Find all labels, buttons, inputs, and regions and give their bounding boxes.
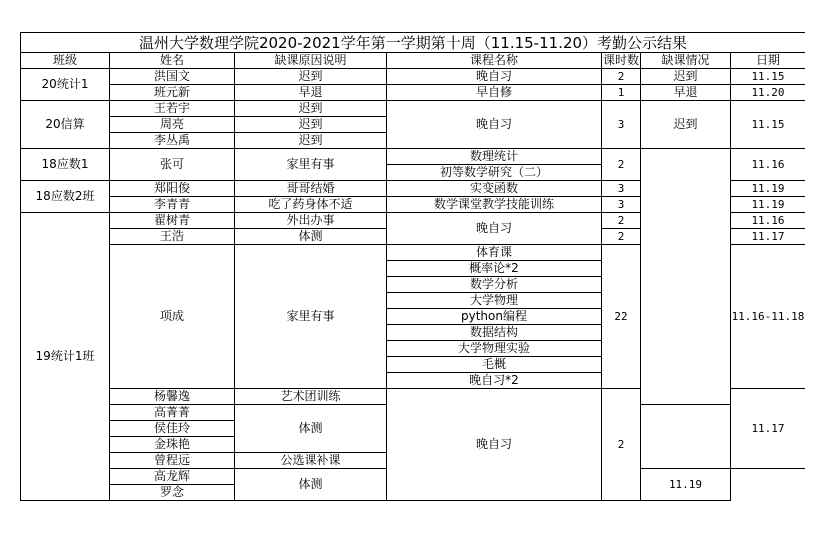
name-cell: 周亮 <box>110 117 235 133</box>
reason-cell: 迟到 <box>235 101 387 117</box>
hours-cell: 3 <box>602 181 641 197</box>
hours-cell: 2 <box>602 69 641 85</box>
name-cell: 金珠艳 <box>110 437 235 453</box>
name-cell: 李青青 <box>110 197 235 213</box>
attendance-table <box>20 32 805 501</box>
course-cell: 毛概 <box>387 357 602 373</box>
course-cell: 数学课堂教学技能训练 <box>387 197 602 213</box>
table-row <box>21 69 806 85</box>
name-cell: 高龙辉 <box>110 469 235 485</box>
class-cell: 18应数2班 <box>21 181 110 213</box>
course-cell: 实变函数 <box>387 181 602 197</box>
reason-cell: 吃了药身体不适 <box>235 197 387 213</box>
header-class: 班级 <box>21 53 110 69</box>
course-cell: 晚自习 <box>387 69 602 85</box>
course-cell: 晚自习 <box>387 389 602 501</box>
header-reason: 缺课原因说明 <box>235 53 387 69</box>
name-cell: 高菁菁 <box>110 405 235 421</box>
name-cell: 王若宇 <box>110 101 235 117</box>
date-cell: 11.16 <box>731 213 806 229</box>
name-cell: 李丛禹 <box>110 133 235 149</box>
header-row <box>21 53 806 69</box>
course-cell: 概率论*2 <box>387 261 602 277</box>
reason-cell: 早退 <box>235 85 387 101</box>
reason-cell: 迟到 <box>235 117 387 133</box>
name-cell: 郑阳俊 <box>110 181 235 197</box>
date-cell: 11.17 <box>731 389 806 469</box>
hours-cell: 22 <box>602 245 641 389</box>
header-name: 姓名 <box>110 53 235 69</box>
date-cell: 11.19 <box>641 469 731 501</box>
date-cell: 11.16-11.18 <box>731 245 806 389</box>
class-cell: 20信算 <box>21 101 110 149</box>
table-title: 温州大学数理学院2020-2021学年第一学期第十周（11.15-11.20）考勤公示结果 <box>21 33 806 53</box>
course-cell: 晚自习*2 <box>387 373 602 389</box>
hours-cell: 2 <box>602 389 641 501</box>
class-cell: 20统计1 <box>21 69 110 101</box>
name-cell: 项成 <box>110 245 235 389</box>
reason-cell: 迟到 <box>235 133 387 149</box>
course-cell: python编程 <box>387 309 602 325</box>
class-cell: 18应数1 <box>21 149 110 181</box>
reason-cell: 艺术团训练 <box>235 389 387 405</box>
name-cell: 杨馨逸 <box>110 389 235 405</box>
hours-cell: 3 <box>602 101 641 149</box>
reason-cell: 公选课补课 <box>235 453 387 469</box>
status-cell: 迟到 <box>641 101 731 149</box>
date-cell: 11.16 <box>731 149 806 181</box>
course-cell: 晚自习 <box>387 101 602 149</box>
date-cell: 11.19 <box>731 197 806 213</box>
course-cell: 数据结构 <box>387 325 602 341</box>
course-cell: 数理统计 <box>387 149 602 165</box>
hours-cell: 2 <box>602 213 641 229</box>
name-cell: 曾程远 <box>110 453 235 469</box>
date-cell: 11.19 <box>731 181 806 197</box>
course-cell: 早自修 <box>387 85 602 101</box>
reason-cell: 外出办事 <box>235 213 387 229</box>
status-cell: 迟到 <box>641 69 731 85</box>
class-cell: 19统计1班 <box>21 213 110 501</box>
status-cell-empty <box>641 149 731 405</box>
course-cell: 大学物理 <box>387 293 602 309</box>
reason-cell: 体测 <box>235 229 387 245</box>
date-cell: 11.20 <box>731 85 806 101</box>
course-cell: 数学分析 <box>387 277 602 293</box>
date-cell: 11.15 <box>731 69 806 85</box>
reason-cell: 体测 <box>235 405 387 453</box>
name-cell: 张可 <box>110 149 235 181</box>
course-cell: 体育课 <box>387 245 602 261</box>
hours-cell: 3 <box>602 197 641 213</box>
table-row <box>21 101 806 117</box>
reason-cell: 哥哥结婚 <box>235 181 387 197</box>
reason-cell: 家里有事 <box>235 245 387 389</box>
header-date: 日期 <box>731 53 806 69</box>
name-cell: 班元新 <box>110 85 235 101</box>
date-cell: 11.17 <box>731 229 806 245</box>
hours-cell: 1 <box>602 85 641 101</box>
date-cell: 11.15 <box>731 101 806 149</box>
name-cell: 洪国文 <box>110 69 235 85</box>
reason-cell: 体测 <box>235 469 387 501</box>
hours-cell: 2 <box>602 149 641 181</box>
course-cell: 大学物理实验 <box>387 341 602 357</box>
hours-cell: 2 <box>602 229 641 245</box>
name-cell: 翟树青 <box>110 213 235 229</box>
header-hours: 课时数 <box>602 53 639 67</box>
course-cell: 晚自习 <box>387 213 602 245</box>
reason-cell: 家里有事 <box>235 149 387 181</box>
status-cell: 早退 <box>641 85 731 101</box>
reason-cell: 迟到 <box>235 69 387 85</box>
table-row <box>21 85 806 101</box>
attendance-sheet <box>20 32 805 557</box>
course-cell: 初等数学研究（二） <box>387 165 602 181</box>
header-status: 缺课情况 <box>641 53 731 69</box>
name-cell: 王浩 <box>110 229 235 245</box>
name-cell: 罗念 <box>110 485 235 501</box>
table-row <box>21 149 806 165</box>
header-course: 课程名称 <box>387 53 602 69</box>
name-cell: 侯佳玲 <box>110 421 235 437</box>
